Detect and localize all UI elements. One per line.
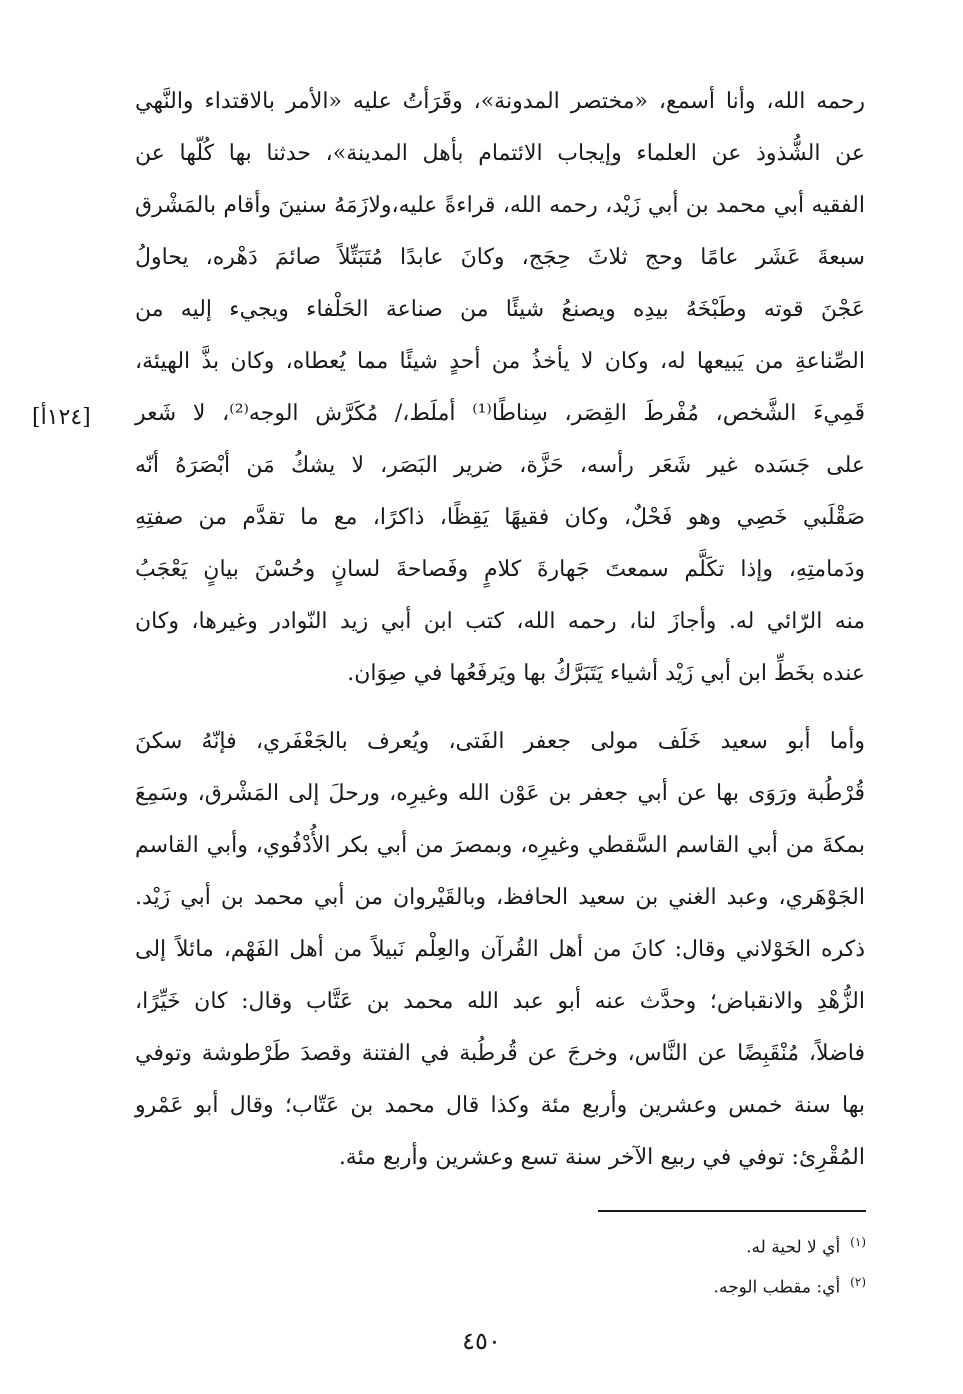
text-line: المُقْرِئ: توفي في ربيع الآخر سنة تسع وعشرين وأربع مئة. bbox=[338, 1145, 865, 1170]
footnote-number: (١) bbox=[850, 1235, 866, 1249]
page-number: ٤٥٠ bbox=[462, 1327, 501, 1355]
text-line: عن الشُّذوذ عن العلماء وإيجاب الائتمام بأهل المدينة»، حدثنا بها كُلّها عن bbox=[135, 141, 865, 166]
text-line: ذكره الخَوْلاني وقال: كانَ من أهل القُرآن والعِلْم نَبيلاً من أهل الفَهْم، مائلاً إلى bbox=[135, 937, 865, 962]
text-line: قَمِيءَ الشَّخص، مُفْرطَ القِصَر، سِناطًا⁽¹⁾ أملَط،/ مُكَرَّش الوجه⁽²⁾، لا شَعر bbox=[135, 401, 865, 426]
text-line: سبعةَ عَشَر عامًا وحج ثلاثَ حِجَج، وكانَ عابدًا مُتَبَتِّلاً صائمَ دَهْره، يحاولُ bbox=[135, 245, 865, 270]
paragraph-1 bbox=[135, 76, 865, 700]
text-line: وأما أبو سعيد خَلَف مولى جعفر الفَتى، ويُعرف بالجَعْفَري، فإنّهُ سكنَ bbox=[135, 729, 865, 754]
footnote-2 bbox=[400, 1262, 866, 1302]
text-line: ودَمامتِهِ، وإذا تكَلَّم سمعتَ جَهارةَ كلامٍ وفَصاحةَ لسانٍ وحُسْنَ بيانٍ يَعْجَبُ bbox=[135, 557, 865, 582]
text-line: رحمه الله، وأنا أسمع، «مختصر المدونة»، وقَرَأتُ عليه «الأمر بالاقتداء والنَّهي bbox=[135, 89, 865, 114]
text-line: الصِّناعةِ من يَبيعها له، وكان لا يأخذُ من أحدٍ شيئًا مما يُعطاه، وكان بذَّ الهيئة، bbox=[135, 349, 865, 374]
text-line: بمكةَ من أبي القاسم السَّقطي وغيرِه، وبمصرَ من أبي بكر الأُدْفُوي، وأبي القاسم bbox=[135, 833, 865, 858]
footnote-text: أي: مقطب الوجه. bbox=[713, 1277, 841, 1298]
text-line: عنده بخَطِّ ابن أبي زَيْد أشياء يَتَبَرَّكُ بها ويَرفَعُها في صِوَان. bbox=[347, 661, 865, 686]
text-line: الفقيه أبي محمد بن أبي زَيْد، رحمه الله، قراءةً عليه،ولازَمَهُ سنينَ وأقام بالمَشْرق bbox=[135, 193, 865, 218]
text-line: قُرْطُبة ورَوَى بها عن أبي جعفر بن عَوْن الله وغيرِه، ورحلَ إلى المَشْرق، وسَمِعَ bbox=[135, 781, 865, 806]
text-line: منه الرّائي له. وأجازَ لنا، رحمه الله، كتب ابن أبي زيد النّوادر وغيرها، وكان bbox=[135, 609, 865, 634]
text-line: الجَوْهَري، وعبد الغني بن سعيد الحافظ، وبالقَيْروان من أبي محمد بن أبي زَيْد. bbox=[135, 885, 865, 910]
text-line: بها سنة خمس وعشرين وأربع مئة وكذا قال محمد بن عَتّاب؛ وقال أبو عَمْرو bbox=[135, 1093, 865, 1118]
footnote-text: أي لا لحية له. bbox=[746, 1237, 841, 1258]
footnote-1 bbox=[400, 1222, 866, 1262]
text-line: صَقْلَبي خَصِي وهو فَحْلٌ، وكان فقيهًا يَقِظًا، ذاكرًا، مع ما تقدَّم من صفتِهِ bbox=[135, 505, 865, 530]
text-line: على جَسَده غير شَعَر رأسه، حَزَّة، ضرير البَصَر، لا يشكُ مَن أبْصَرَهُ أنّه bbox=[135, 453, 865, 478]
text-line: عَجْنَ قوته وطَبْخَهُ بيدِه ويصنعُ شيئًا من صناعة الحَلْفاء ويجيء إليه من bbox=[135, 297, 865, 322]
manuscript-folio-marker: [١٢٤أ] bbox=[32, 405, 91, 430]
text-line: فاضلاً، مُنْقَبِضًا عن النَّاس، وخرجَ عن قُرطُبة في الفتنة وقصدَ طَرْطوشة وتوفي bbox=[135, 1041, 865, 1066]
text-line: الزُّهْدِ والانقباض؛ وحدَّث عنه أبو عبد الله محمد بن عَتَّاب وقال: كان خَيِّرًا، bbox=[135, 989, 865, 1014]
footnote-number: (٢) bbox=[850, 1275, 866, 1289]
paragraph-2 bbox=[135, 716, 865, 1184]
footnotes bbox=[400, 1222, 866, 1302]
footnote-divider bbox=[598, 1210, 866, 1212]
